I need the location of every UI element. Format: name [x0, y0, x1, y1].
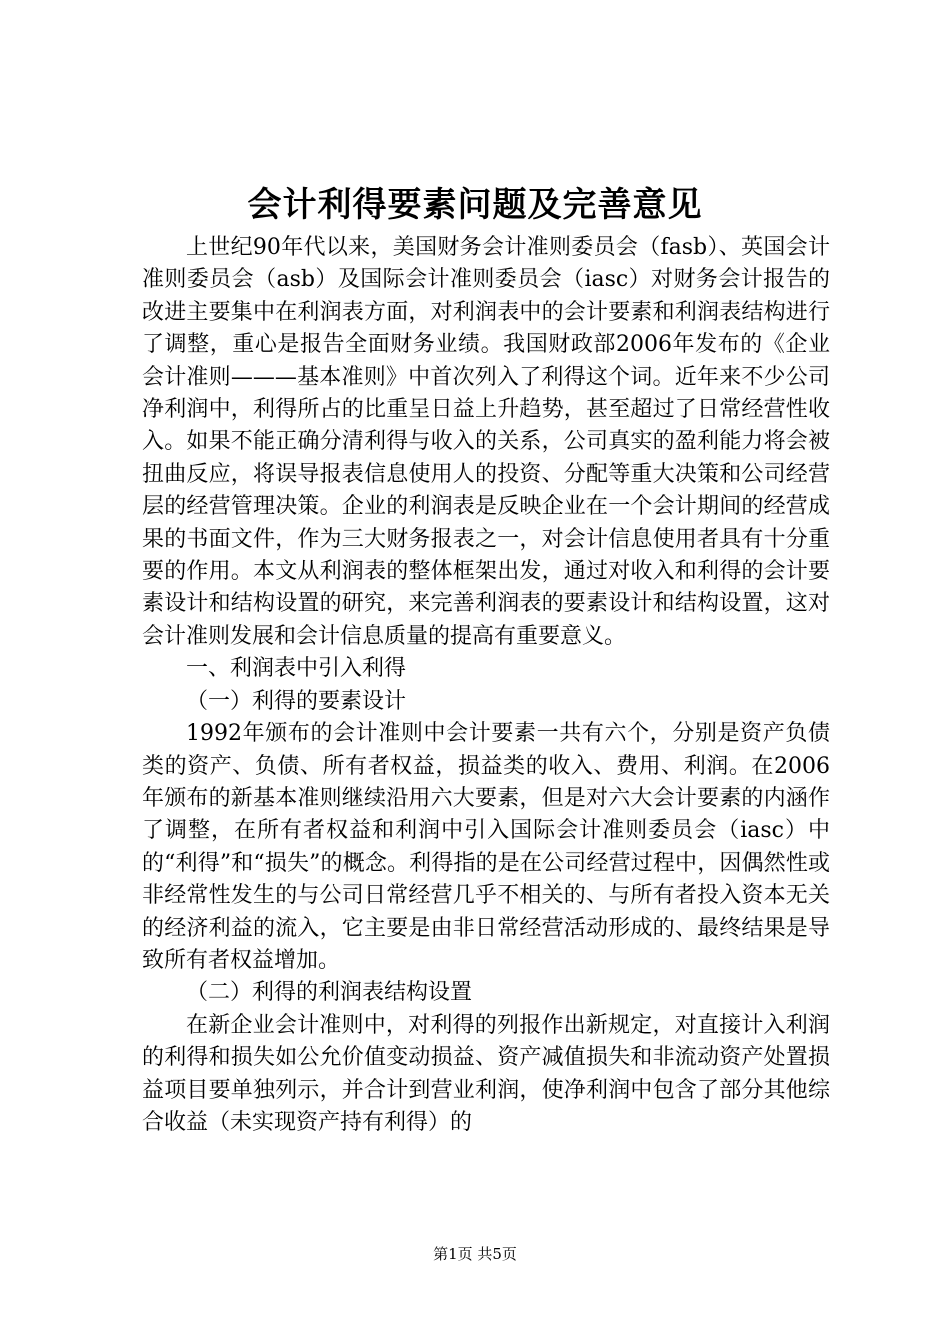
section-heading: 一、利润表中引入利得	[186, 656, 407, 682]
body-paragraph: 1992年颁布的会计准则中会计要素一共有六个，分别是资产负债类的资产、负债、所有者权益，损益类的收入、费用、利润。在2006年颁布的新基本准则继续沿用六大要素，但是对六大会计要素的内涵作了调整，在所有者权益和利润中引入国际会计准则委员会（iasc）中的“利得”和“损失”的概念。利得指的是在公司经营过程中，因偶然性或非经常性发生的与公司日常经营几乎不相关的、与所有者投入资本无关的经济利益的流入，它主要是由非日常经营活动形成的、最终结果是导致所有者权益增加。	[142, 721, 830, 973]
document-body	[142, 232, 830, 1139]
document-title: 会计利得要素问题及完善意见	[247, 185, 703, 225]
body-paragraph: 在新企业会计准则中，对利得的列报作出新规定，对直接计入利润的利得和损失如公允价值变动损益、资产减值损失和非流动资产处置损益项目要单独列示，并合计到营业利润，使净利润中包含了部分其他综合收益（未实现资产持有利得）的	[142, 1012, 830, 1135]
subsection-heading: （二）利得的利润表结构设置	[186, 980, 473, 1006]
page-number: 第1页 共5页	[433, 1245, 517, 1263]
subsection-heading: （一）利得的要素设计	[186, 688, 407, 714]
intro-paragraph: 上世纪90年代以来，美国财务会计准则委员会（fasb）、英国会计准则委员会（asb）及国际会计准则委员会（iasc）对财务会计报告的改进主要集中在利润表方面，对利润表中的会计要素和利润表结构进行了调整，重心是报告全面财务业绩。我国财政部2006年发布的《企业会计准则———基本准则》中首次列入了利得这个词。近年来不少公司净利润中，利得所占的比重呈日益上升趋势，甚至超过了日常经营性收入。如果不能正确分清利得与收入的关系，公司真实的盈利能力将会被扭曲反应，将误导报表信息使用人的投资、分配等重大决策和公司经营层的经营管理决策。企业的利润表是反映企业在一个会计期间的经营成果的书面文件，作为三大财务报表之一，对会计信息使用者具有十分重要的作用。本文从利润表的整体框架出发，通过对收入和利得的会计要素设计和结构设置的研究，来完善利润表的要素设计和结构设置，这对会计准则发展和会计信息质量的提高有重要意义。	[142, 235, 830, 649]
